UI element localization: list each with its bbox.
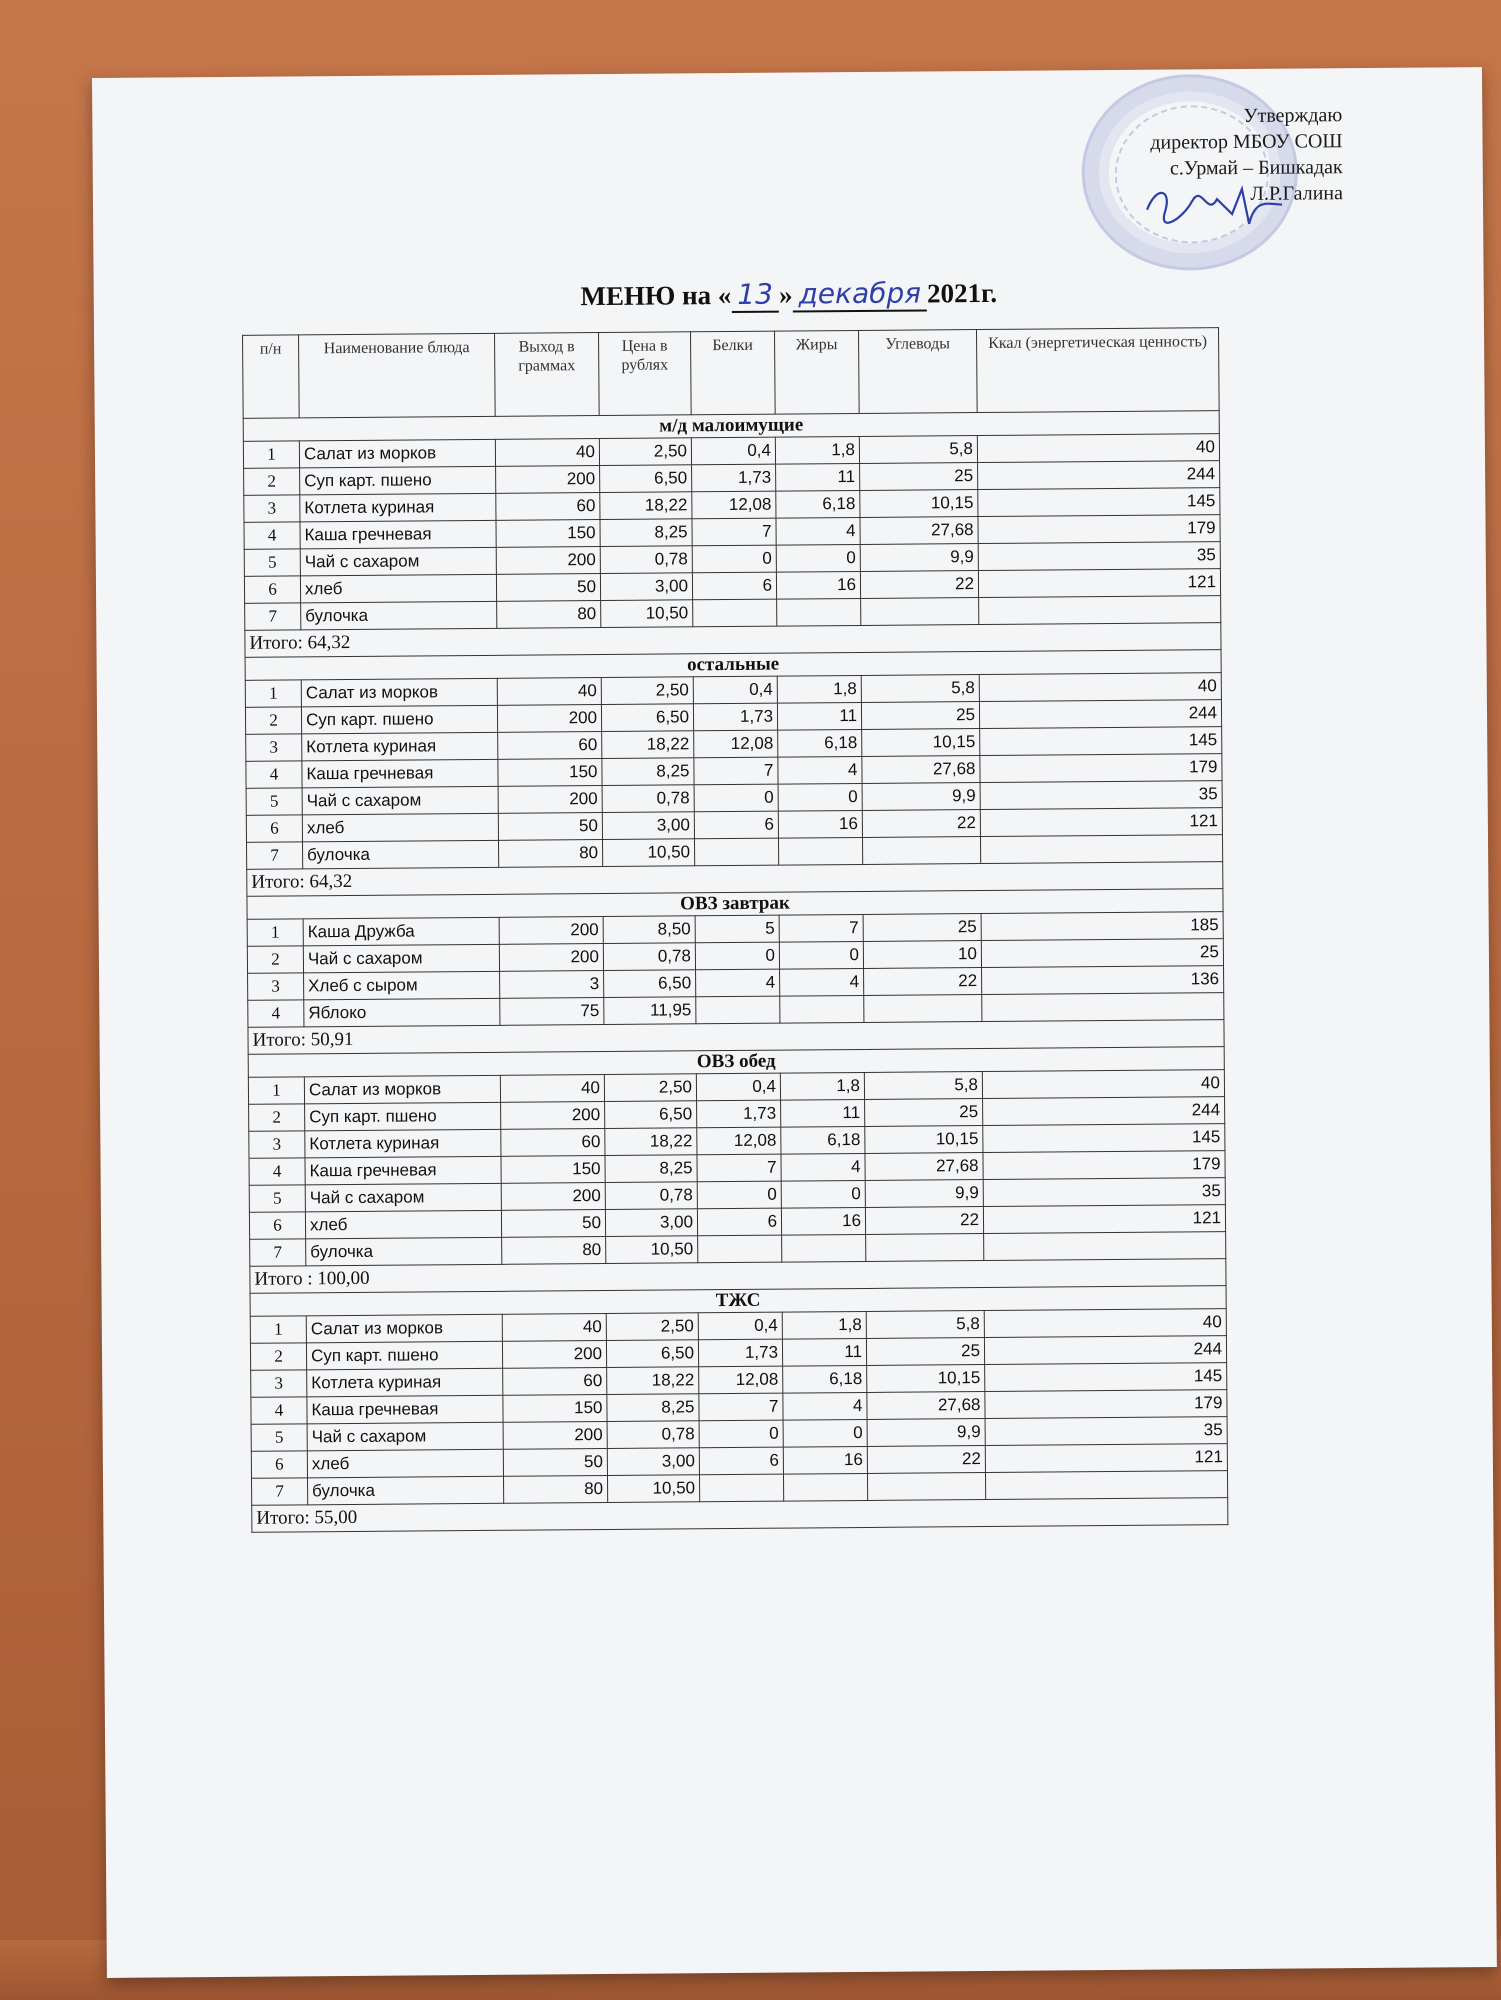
cell-carbs: 25 <box>866 1338 984 1366</box>
cell-num: 3 <box>249 1131 305 1158</box>
cell-weight: 3 <box>500 971 604 999</box>
header-weight: Выход в граммах <box>495 333 600 417</box>
cell-num: 7 <box>252 1478 308 1505</box>
cell-kcal: 121 <box>980 808 1222 837</box>
cell-kcal: 145 <box>980 727 1222 756</box>
cell-name: Чай с сахаром <box>302 786 498 815</box>
cell-name: Яблоко <box>304 998 500 1027</box>
cell-kcal: 40 <box>982 1070 1224 1099</box>
cell-weight: 200 <box>499 917 603 945</box>
cell-fat: 11 <box>777 702 861 730</box>
cell-kcal: 179 <box>983 1151 1225 1180</box>
cell-name: Котлета куриная <box>300 493 496 522</box>
cell-weight: 80 <box>497 601 601 629</box>
menu-sheet <box>92 67 1497 1978</box>
cell-fat: 0 <box>781 1180 865 1208</box>
cell-num: 4 <box>251 1397 307 1424</box>
cell-protein: 0 <box>694 784 778 812</box>
cell-num: 2 <box>249 1104 305 1131</box>
cell-name: Каша Дружба <box>303 917 499 946</box>
section-title: ОВЗ обед <box>248 1047 1224 1078</box>
section-title: м/д малоимущие <box>243 411 1219 442</box>
cell-num: 3 <box>246 734 302 761</box>
cell-kcal: 40 <box>977 434 1219 463</box>
cell-price: 10,50 <box>606 1236 698 1264</box>
cell-protein: 7 <box>699 1393 783 1421</box>
cell-name: булочка <box>303 840 499 869</box>
cell-carbs <box>866 1234 984 1262</box>
cell-carbs: 25 <box>865 1099 983 1127</box>
cell-kcal: 179 <box>980 754 1222 783</box>
cell-kcal: 244 <box>983 1097 1225 1126</box>
cell-weight: 200 <box>498 786 602 814</box>
cell-name: булочка <box>306 1237 502 1266</box>
cell-carbs: 9,9 <box>860 544 978 572</box>
cell-num: 1 <box>248 1077 304 1104</box>
cell-weight: 200 <box>501 1183 605 1211</box>
cell-num: 3 <box>251 1370 307 1397</box>
cell-price: 11,95 <box>604 997 696 1025</box>
cell-fat: 4 <box>783 1392 867 1420</box>
cell-carbs: 9,9 <box>865 1180 983 1208</box>
cell-num: 4 <box>246 761 302 788</box>
cell-num: 6 <box>244 576 300 603</box>
cell-name: Каша гречневая <box>307 1395 503 1424</box>
title-suffix: 2021г. <box>926 277 998 309</box>
cell-name: Хлеб с сыром <box>304 971 500 1000</box>
cell-carbs <box>867 1473 985 1501</box>
cell-weight: 80 <box>502 1237 606 1265</box>
cell-weight: 40 <box>495 439 599 467</box>
cell-price: 8,25 <box>607 1394 699 1422</box>
cell-protein: 7 <box>692 518 776 546</box>
cell-weight: 200 <box>496 466 600 494</box>
cell-price: 6,50 <box>605 1101 697 1129</box>
cell-protein: 12,08 <box>692 491 776 519</box>
cell-carbs: 10,15 <box>860 490 978 518</box>
cell-weight: 50 <box>496 574 600 602</box>
cell-kcal: 185 <box>981 912 1223 941</box>
cell-num: 2 <box>245 707 301 734</box>
cell-weight: 80 <box>503 1475 607 1503</box>
cell-fat: 6,18 <box>776 490 860 518</box>
cell-carbs <box>862 837 980 865</box>
cell-name: Суп карт. пшено <box>306 1341 502 1370</box>
cell-fat: 11 <box>776 463 860 491</box>
cell-carbs: 25 <box>860 463 978 491</box>
approval-line-village: с.Урмай – Бишкадак <box>1169 156 1343 180</box>
cell-price: 6,50 <box>604 970 696 998</box>
cell-weight: 80 <box>498 840 602 868</box>
cell-protein <box>698 1235 782 1263</box>
cell-protein: 5 <box>695 915 779 943</box>
cell-fat <box>778 837 862 865</box>
cell-kcal: 35 <box>980 781 1222 810</box>
cell-protein <box>696 996 780 1024</box>
cell-weight: 200 <box>499 944 603 972</box>
menu-body <box>243 411 1228 1533</box>
section-total: Итого : 100,00 <box>250 1259 1226 1294</box>
cell-kcal: 40 <box>984 1309 1226 1338</box>
cell-fat: 1,8 <box>782 1311 866 1339</box>
cell-protein: 1,73 <box>692 464 776 492</box>
cell-carbs: 10 <box>863 941 981 969</box>
cell-price: 6,50 <box>600 465 692 493</box>
cell-weight: 50 <box>503 1448 607 1476</box>
cell-protein <box>699 1474 783 1502</box>
cell-weight: 50 <box>501 1210 605 1238</box>
cell-protein: 1,73 <box>697 1100 781 1128</box>
cell-price: 2,50 <box>599 438 691 466</box>
cell-num: 4 <box>249 1158 305 1185</box>
cell-name: Суп карт. пшено <box>305 1102 501 1131</box>
cell-num: 1 <box>245 680 301 707</box>
cell-protein: 12,08 <box>699 1366 783 1394</box>
cell-protein: 0 <box>697 1181 781 1209</box>
cell-price: 10,50 <box>602 839 694 867</box>
cell-price: 8,25 <box>602 758 694 786</box>
cell-num: 6 <box>246 815 302 842</box>
cell-num: 1 <box>247 919 303 946</box>
cell-kcal: 40 <box>979 673 1221 702</box>
cell-name: Салат из морков <box>301 678 497 707</box>
cell-name: хлеб <box>300 574 496 603</box>
section-total: Итого: 50,91 <box>248 1020 1224 1055</box>
cell-protein: 12,08 <box>697 1127 781 1155</box>
cell-num: 2 <box>247 946 303 973</box>
cell-fat: 6,18 <box>781 1126 865 1154</box>
header-kcal: Ккал (энергетическая ценность) <box>977 328 1220 413</box>
cell-kcal: 244 <box>978 461 1220 490</box>
cell-fat: 11 <box>782 1338 866 1366</box>
title-mid: » <box>778 279 793 310</box>
cell-num: 6 <box>249 1212 305 1239</box>
cell-fat: 0 <box>783 1419 867 1447</box>
cell-fat: 16 <box>776 571 860 599</box>
cell-fat: 16 <box>781 1207 865 1235</box>
cell-name: хлеб <box>307 1449 503 1478</box>
cell-carbs: 10,15 <box>867 1365 985 1393</box>
cell-name: Котлета куриная <box>307 1368 503 1397</box>
cell-carbs: 27,68 <box>862 756 980 784</box>
section-total: Итого: 64,32 <box>245 623 1221 658</box>
section-total: Итого: 55,00 <box>252 1498 1228 1533</box>
cell-fat <box>777 598 861 626</box>
cell-fat: 4 <box>781 1153 865 1181</box>
cell-weight: 75 <box>500 998 604 1026</box>
cell-num: 5 <box>246 788 302 815</box>
section-total: Итого: 64,32 <box>247 862 1223 897</box>
cell-fat: 0 <box>776 544 860 572</box>
cell-price: 0,78 <box>600 546 692 574</box>
cell-protein: 1,73 <box>698 1339 782 1367</box>
menu-table <box>242 327 1228 1533</box>
cell-protein: 6 <box>699 1447 783 1475</box>
cell-price: 8,25 <box>600 519 692 547</box>
cell-carbs: 22 <box>862 810 980 838</box>
cell-kcal <box>985 1471 1227 1500</box>
cell-carbs: 27,68 <box>865 1153 983 1181</box>
cell-num: 6 <box>251 1451 307 1478</box>
cell-kcal: 35 <box>978 542 1220 571</box>
cell-name: булочка <box>308 1476 504 1505</box>
cell-kcal: 145 <box>985 1363 1227 1392</box>
cell-weight: 200 <box>501 1102 605 1130</box>
cell-weight: 40 <box>500 1075 604 1103</box>
cell-weight: 150 <box>498 759 602 787</box>
cell-kcal <box>982 993 1224 1022</box>
header-carbs: Углеводы <box>859 330 978 414</box>
cell-fat: 16 <box>783 1446 867 1474</box>
cell-weight: 200 <box>502 1340 606 1368</box>
cell-fat: 11 <box>781 1099 865 1127</box>
cell-num: 4 <box>244 522 300 549</box>
cell-fat: 1,8 <box>777 675 861 703</box>
cell-carbs: 5,8 <box>861 675 979 703</box>
cell-price: 10,50 <box>607 1475 699 1503</box>
cell-kcal: 35 <box>983 1178 1225 1207</box>
cell-name: хлеб <box>302 813 498 842</box>
cell-kcal <box>979 596 1221 625</box>
cell-num: 1 <box>250 1316 306 1343</box>
cell-kcal: 244 <box>984 1336 1226 1365</box>
cell-num: 3 <box>244 495 300 522</box>
cell-num: 7 <box>250 1239 306 1266</box>
section-title: ТЖС <box>250 1286 1226 1317</box>
cell-protein: 1,73 <box>693 703 777 731</box>
cell-name: Суп карт. пшено <box>300 466 496 495</box>
cell-name: Салат из морков <box>306 1314 502 1343</box>
cell-price: 2,50 <box>606 1313 698 1341</box>
cell-price: 18,22 <box>600 492 692 520</box>
cell-kcal: 145 <box>983 1124 1225 1153</box>
cell-fat: 6,18 <box>783 1365 867 1393</box>
cell-carbs: 25 <box>861 702 979 730</box>
cell-name: Салат из морков <box>304 1075 500 1104</box>
cell-num: 5 <box>244 549 300 576</box>
cell-name: Чай с сахаром <box>303 944 499 973</box>
cell-num: 1 <box>243 441 299 468</box>
cell-weight: 200 <box>503 1421 607 1449</box>
section-title: остальные <box>245 650 1221 681</box>
cell-protein: 0,4 <box>698 1312 782 1340</box>
cell-carbs: 25 <box>863 914 981 942</box>
cell-name: Котлета куриная <box>302 732 498 761</box>
header-name: Наименование блюда <box>299 333 496 418</box>
cell-name: Суп карт. пшено <box>301 705 497 734</box>
cell-price: 0,78 <box>605 1182 697 1210</box>
menu-table-wrap <box>242 327 1227 1533</box>
cell-kcal: 121 <box>983 1205 1225 1234</box>
cell-num: 3 <box>248 973 304 1000</box>
header-row <box>243 328 1220 419</box>
cell-weight: 150 <box>496 520 600 548</box>
cell-weight: 40 <box>497 678 601 706</box>
cell-carbs <box>864 995 982 1023</box>
cell-carbs: 22 <box>867 1446 985 1474</box>
cell-kcal: 179 <box>985 1390 1227 1419</box>
cell-num: 5 <box>249 1185 305 1212</box>
cell-protein: 0 <box>695 942 779 970</box>
cell-carbs: 9,9 <box>862 783 980 811</box>
cell-carbs: 27,68 <box>867 1392 985 1420</box>
title-prefix: МЕНЮ на « <box>580 279 732 312</box>
cell-protein: 0 <box>692 545 776 573</box>
header-price: Цена в рублях <box>599 332 692 416</box>
cell-carbs: 22 <box>864 968 982 996</box>
cell-fat <box>783 1473 867 1501</box>
cell-carbs: 22 <box>865 1207 983 1235</box>
cell-name: Котлета куриная <box>305 1129 501 1158</box>
cell-name: Каша гречневая <box>305 1156 501 1185</box>
cell-protein: 6 <box>697 1208 781 1236</box>
cell-weight: 60 <box>496 493 600 521</box>
cell-protein <box>693 599 777 627</box>
cell-price: 0,78 <box>607 1421 699 1449</box>
cell-protein: 4 <box>696 969 780 997</box>
cell-fat <box>780 995 864 1023</box>
cell-protein: 0 <box>699 1420 783 1448</box>
cell-name: Чай с сахаром <box>300 547 496 576</box>
approval-block <box>1150 102 1343 208</box>
cell-protein: 7 <box>697 1154 781 1182</box>
cell-kcal: 121 <box>978 569 1220 598</box>
cell-name: Чай с сахаром <box>305 1183 501 1212</box>
cell-num: 7 <box>245 603 301 630</box>
cell-kcal: 25 <box>981 939 1223 968</box>
cell-price: 10,50 <box>601 600 693 628</box>
cell-num: 5 <box>251 1424 307 1451</box>
cell-fat: 4 <box>780 968 864 996</box>
cell-carbs: 9,9 <box>867 1419 985 1447</box>
header-num: п/н <box>243 335 300 418</box>
cell-protein: 0,4 <box>691 437 775 465</box>
cell-kcal: 136 <box>982 966 1224 995</box>
cell-price: 3,00 <box>600 573 692 601</box>
cell-weight: 200 <box>496 547 600 575</box>
cell-kcal: 179 <box>978 515 1220 544</box>
header-protein: Белки <box>691 331 776 415</box>
cell-num: 4 <box>248 1000 304 1027</box>
cell-price: 3,00 <box>607 1448 699 1476</box>
cell-name: Каша гречневая <box>302 759 498 788</box>
cell-protein: 6 <box>694 811 778 839</box>
cell-fat: 1,8 <box>775 436 859 464</box>
cell-price: 2,50 <box>601 677 693 705</box>
cell-carbs: 5,8 <box>866 1311 984 1339</box>
cell-fat: 4 <box>776 517 860 545</box>
cell-kcal: 35 <box>985 1417 1227 1446</box>
cell-name: булочка <box>301 601 497 630</box>
cell-weight: 60 <box>503 1367 607 1395</box>
cell-price: 0,78 <box>603 943 695 971</box>
cell-fat: 4 <box>778 756 862 784</box>
cell-name: хлеб <box>305 1210 501 1239</box>
cell-protein: 0,4 <box>693 676 777 704</box>
cell-num: 7 <box>247 842 303 869</box>
cell-protein: 12,08 <box>694 730 778 758</box>
cell-fat <box>782 1234 866 1262</box>
cell-num: 2 <box>244 468 300 495</box>
cell-price: 2,50 <box>604 1074 696 1102</box>
header-fat: Жиры <box>775 330 860 414</box>
cell-kcal <box>984 1232 1226 1261</box>
cell-fat: 1,8 <box>780 1072 864 1100</box>
cell-price: 18,22 <box>607 1367 699 1395</box>
cell-kcal: 121 <box>985 1444 1227 1473</box>
cell-kcal: 244 <box>979 700 1221 729</box>
approval-line-approve: Утверждаю <box>1243 104 1343 127</box>
cell-price: 6,50 <box>606 1340 698 1368</box>
title-day: 13 <box>731 278 779 313</box>
cell-fat: 16 <box>778 810 862 838</box>
cell-carbs: 5,8 <box>859 436 977 464</box>
cell-weight: 150 <box>501 1156 605 1184</box>
cell-weight: 60 <box>501 1129 605 1157</box>
section-title: ОВЗ завтрак <box>247 889 1223 920</box>
cell-fat: 0 <box>778 783 862 811</box>
cell-protein <box>694 838 778 866</box>
cell-price: 3,00 <box>605 1209 697 1237</box>
cell-price: 3,00 <box>602 812 694 840</box>
cell-weight: 60 <box>498 732 602 760</box>
cell-carbs <box>861 598 979 626</box>
title-month: декабря <box>792 276 927 312</box>
cell-price: 8,25 <box>605 1155 697 1183</box>
cell-price: 18,22 <box>605 1128 697 1156</box>
page-title <box>94 272 1484 316</box>
cell-carbs: 27,68 <box>860 517 978 545</box>
approval-line-director-name: Л.Р.Галина <box>1250 182 1344 205</box>
cell-carbs: 22 <box>860 571 978 599</box>
cell-carbs: 10,15 <box>862 729 980 757</box>
cell-num: 2 <box>250 1343 306 1370</box>
cell-fat: 0 <box>779 941 863 969</box>
cell-price: 18,22 <box>602 731 694 759</box>
cell-price: 8,50 <box>603 916 695 944</box>
cell-kcal <box>980 835 1222 864</box>
cell-carbs: 5,8 <box>864 1072 982 1100</box>
cell-weight: 150 <box>503 1394 607 1422</box>
cell-weight: 50 <box>498 813 602 841</box>
cell-price: 6,50 <box>601 704 693 732</box>
cell-protein: 6 <box>692 572 776 600</box>
cell-name: Салат из морков <box>299 439 495 468</box>
approval-line-position: директор МБОУ СОШ <box>1150 130 1343 154</box>
cell-fat: 7 <box>779 914 863 942</box>
cell-kcal: 145 <box>978 488 1220 517</box>
cell-price: 0,78 <box>602 785 694 813</box>
cell-weight: 40 <box>502 1313 606 1341</box>
cell-name: Чай с сахаром <box>307 1422 503 1451</box>
cell-protein: 0,4 <box>696 1073 780 1101</box>
cell-carbs: 10,15 <box>865 1126 983 1154</box>
cell-weight: 200 <box>497 705 601 733</box>
cell-name: Каша гречневая <box>300 520 496 549</box>
cell-protein: 7 <box>694 757 778 785</box>
cell-fat: 6,18 <box>778 729 862 757</box>
